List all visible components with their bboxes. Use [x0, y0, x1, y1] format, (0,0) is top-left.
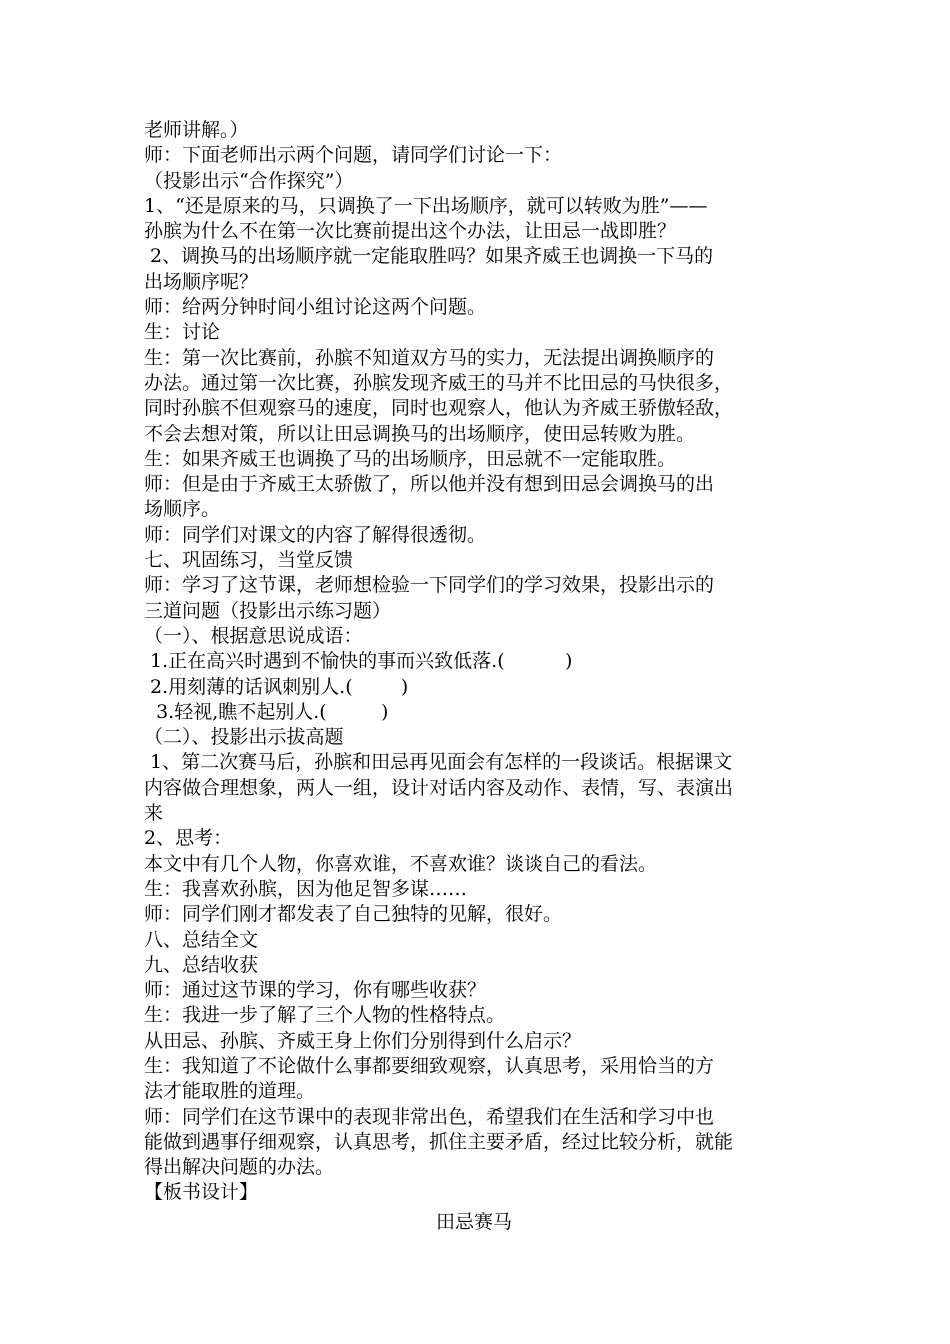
- section-heading: 八、总结全文: [144, 928, 259, 951]
- text-line: 得出解决问题的办法。: [144, 1156, 335, 1179]
- text-line: 法才能取胜的道理。: [144, 1080, 316, 1103]
- text-line: 1、“还是原来的马，只调换了一下出场顺序，就可以转败为胜”——: [144, 194, 708, 217]
- text-line: 生：我喜欢孙膑，因为他足智多谋……: [144, 877, 468, 900]
- text-line: 生：我进一步了解了三个人物的性格特点。: [144, 1004, 506, 1027]
- text-line: 师：同学们对课文的内容了解得很透彻。: [144, 523, 487, 546]
- text-line: 师：通过这节课的学习，你有哪些收获？: [144, 979, 487, 1002]
- text-line: 孙膑为什么不在第一次比赛前提出这个办法，让田忌一战即胜？: [144, 220, 677, 243]
- text-line: 师：同学们刚才都发表了自己独特的见解，很好。: [144, 903, 563, 926]
- exercise-item: 3.轻视,瞧不起别人.( ): [144, 700, 389, 723]
- text-line: 场顺序。: [144, 498, 221, 521]
- board-design-heading: 【板书设计】: [144, 1181, 259, 1204]
- text-line: 办法。通过第一次比赛，孙膑发现齐威王的马并不比田忌的马快很多，: [144, 371, 734, 394]
- text-line: 生：如果齐威王也调换了马的出场顺序，田忌就不一定能取胜。: [144, 447, 677, 470]
- text-line: 师：给两分钟时间小组讨论这两个问题。: [144, 296, 487, 319]
- text-line: 生：讨论: [144, 321, 221, 344]
- board-title: 田忌赛马: [435, 1210, 512, 1233]
- text-line: 出场顺序呢？: [144, 270, 259, 293]
- text-line: 1、第二次赛马后，孙膑和田忌再见面会有怎样的一段谈话。根据课文: [144, 751, 733, 774]
- exercise-item: 1.正在高兴时遇到不愉快的事而兴致低落.( ): [144, 650, 573, 673]
- section-heading: 七、巩固练习，当堂反馈: [144, 549, 354, 572]
- text-line: 不会去想对策，所以让田忌调换马的出场顺序，使田忌转败为胜。: [144, 422, 696, 445]
- text-line: 本文中有几个人物，你喜欢谁，不喜欢谁？谈谈自己的看法。: [144, 852, 658, 875]
- text-line: （投影出示“合作探究”）: [144, 169, 354, 192]
- text-line: 师：下面老师出示两个问题，请同学们讨论一下：: [144, 144, 563, 167]
- text-line: 三道问题（投影出示练习题）: [144, 599, 392, 622]
- text-line: 生：我知道了不论做什么事都要细致观察，认真思考，采用恰当的方: [144, 1054, 715, 1077]
- text-line: 老师讲解。）: [144, 119, 249, 141]
- subsection-heading: （一）、根据意思说成语：: [144, 624, 363, 647]
- text-line: 同时孙膑不但观察马的速度，同时也观察人，他认为齐威王骄傲轻敌，: [144, 397, 734, 420]
- section-heading: 九、总结收获: [144, 953, 259, 976]
- text-line: 2、调换马的出场顺序就一定能取胜吗？如果齐威王也调换一下马的: [144, 245, 714, 268]
- text-line: 生：第一次比赛前，孙膑不知道双方马的实力，无法提出调换顺序的: [144, 346, 715, 369]
- text-line: 师：同学们在这节课中的表现非常出色，希望我们在生活和学习中也: [144, 1105, 715, 1128]
- document-body: [144, 118, 824, 1235]
- text-line: 师：但是由于齐威王太骄傲了，所以他并没有想到田忌会调换马的出: [144, 473, 715, 496]
- exercise-item: 2.用刻薄的话讽刺别人.( ): [144, 675, 409, 698]
- subsection-heading: （二）、投影出示拔高题: [144, 726, 344, 749]
- text-line: 内容做合理想象，两人一组，设计对话内容及动作、表情，写、表演出: [144, 776, 734, 799]
- text-line: 师：学习了这节课，老师想检验一下同学们的学习效果，投影出示的: [144, 574, 715, 597]
- text-line: 来: [144, 802, 164, 825]
- text-line: 能做到遇事仔细观察，认真思考，抓住主要矛盾，经过比较分析，就能: [144, 1130, 734, 1153]
- text-line: 从田忌、孙膑、齐威王身上你们分别得到什么启示？: [144, 1029, 582, 1052]
- text-line: 2、思考：: [144, 827, 233, 850]
